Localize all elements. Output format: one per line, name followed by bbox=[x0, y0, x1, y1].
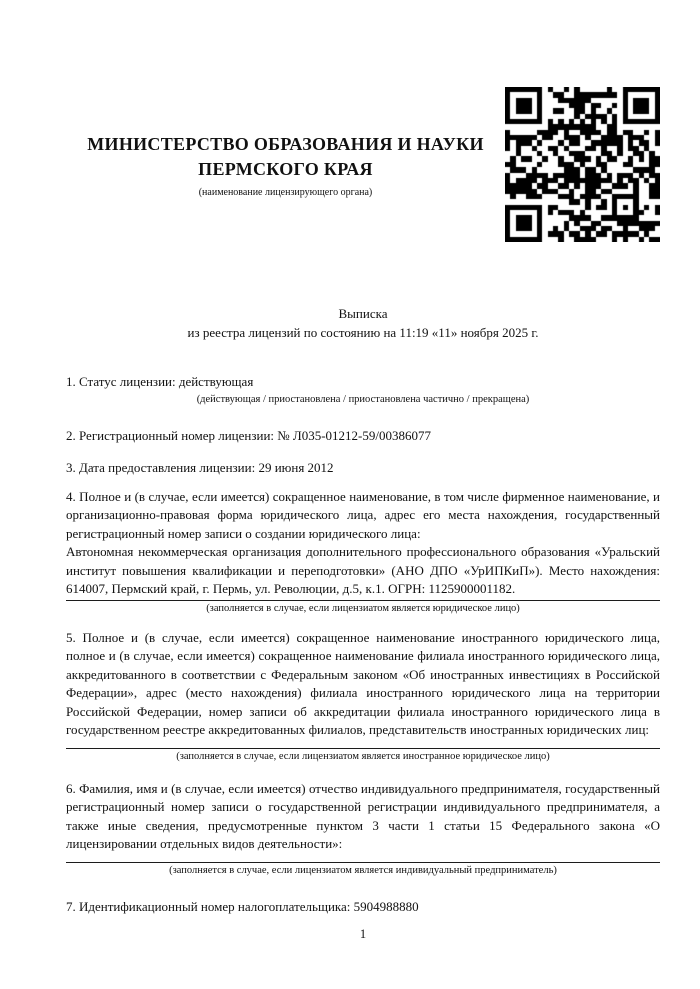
item-7-taxpayer-id: 7. Идентификационный номер налогоплательщика: 5904988880 bbox=[66, 898, 419, 914]
item-5-text: 5. Полное и (в случае, если имеется) сокращенное наименование иностранного юридического лица, полное и (в случае, если имеется) сокращенное наименование филиала иностранного юридического лица, аккредитованного в соответствии с Федеральным законом «Об иностранных инвестициях в Российской Федерации», адрес (место нахождения) филиала иностранного юридического лица на территории Российской Федерации, номер записи об аккредитации филиала иностранного юридического лица в государственном реестре аккредитованных филиалов, представительств иностранных юридических лиц: bbox=[66, 629, 660, 737]
item-4-caption: (заполняется в случае, если лицензиатом является юридическое лицо) bbox=[206, 602, 520, 614]
item-6-caption: (заполняется в случае, если лицензиатом является индивидуальный предприниматель) bbox=[169, 864, 557, 876]
page-number: 1 bbox=[359, 927, 367, 941]
item-5-caption: (заполняется в случае, если лицензиатом является иностранное юридическое лицо) bbox=[176, 750, 550, 762]
item-6-individual-entrepreneur bbox=[66, 780, 660, 878]
ministry-name-line2: ПЕРМСКОГО КРАЯ bbox=[198, 159, 373, 179]
licensing-authority-block bbox=[66, 85, 505, 242]
document-title bbox=[66, 305, 660, 342]
item-2-registration-number: 2. Регистрационный номер лицензии: № Л035-01212-59/00386077 bbox=[66, 427, 432, 443]
item-1-text: 1. Статус лицензии: действующая bbox=[66, 374, 254, 389]
item-6-text: 6. Фамилия, имя и (в случае, если имеется) отчество индивидуального предпринимателя, государственный регистрационный номер записи о государственной регистрации индивидуального предпринимателя, а также иные сведения, предусмотренные пунктом 3 части 1 статьи 15 Федерального закона «О лицензировании отдельных видов деятельности»: bbox=[66, 780, 660, 851]
qr-code bbox=[505, 87, 660, 242]
item-4-text: 4. Полное и (в случае, если имеется) сокращенное наименование, в том числе фирменное наименование, и организационно-правовая форма юридического лица, адрес его места нахождения, государственный регистрационный номер записи о создании юридического лица: bbox=[66, 488, 660, 541]
ministry-name-line1: МИНИСТЕРСТВО ОБРАЗОВАНИЯ И НАУКИ bbox=[87, 134, 484, 154]
item-3-grant-date: 3. Дата предоставления лицензии: 29 июня 2012 bbox=[66, 460, 334, 475]
document-title-line1: Выписка bbox=[338, 306, 388, 321]
item-4-legal-entity bbox=[66, 488, 660, 616]
item-5-foreign-entity bbox=[66, 629, 660, 764]
item-1-caption: (действующая / приостановлена / приостановлена частично / прекращена) bbox=[196, 393, 530, 405]
item-4-value: Автономная некоммерческая организация дополнительного профессионального образования «Уральский институт повышения квалификации и переподготовки» (АНО ДПО «УрИПКиП»). Место нахождения: 614007, Пермский край, г. Пермь, ул. Революции, д.5, к.1. ОГРН: 1125900001182. bbox=[66, 544, 660, 596]
authority-caption: (наименование лицензирующего органа) bbox=[198, 187, 373, 198]
item-1-license-status bbox=[66, 373, 660, 407]
document-title-line2: из реестра лицензий по состоянию на 11:19 «11» ноября 2025 г. bbox=[187, 324, 539, 340]
document-header bbox=[66, 85, 660, 242]
